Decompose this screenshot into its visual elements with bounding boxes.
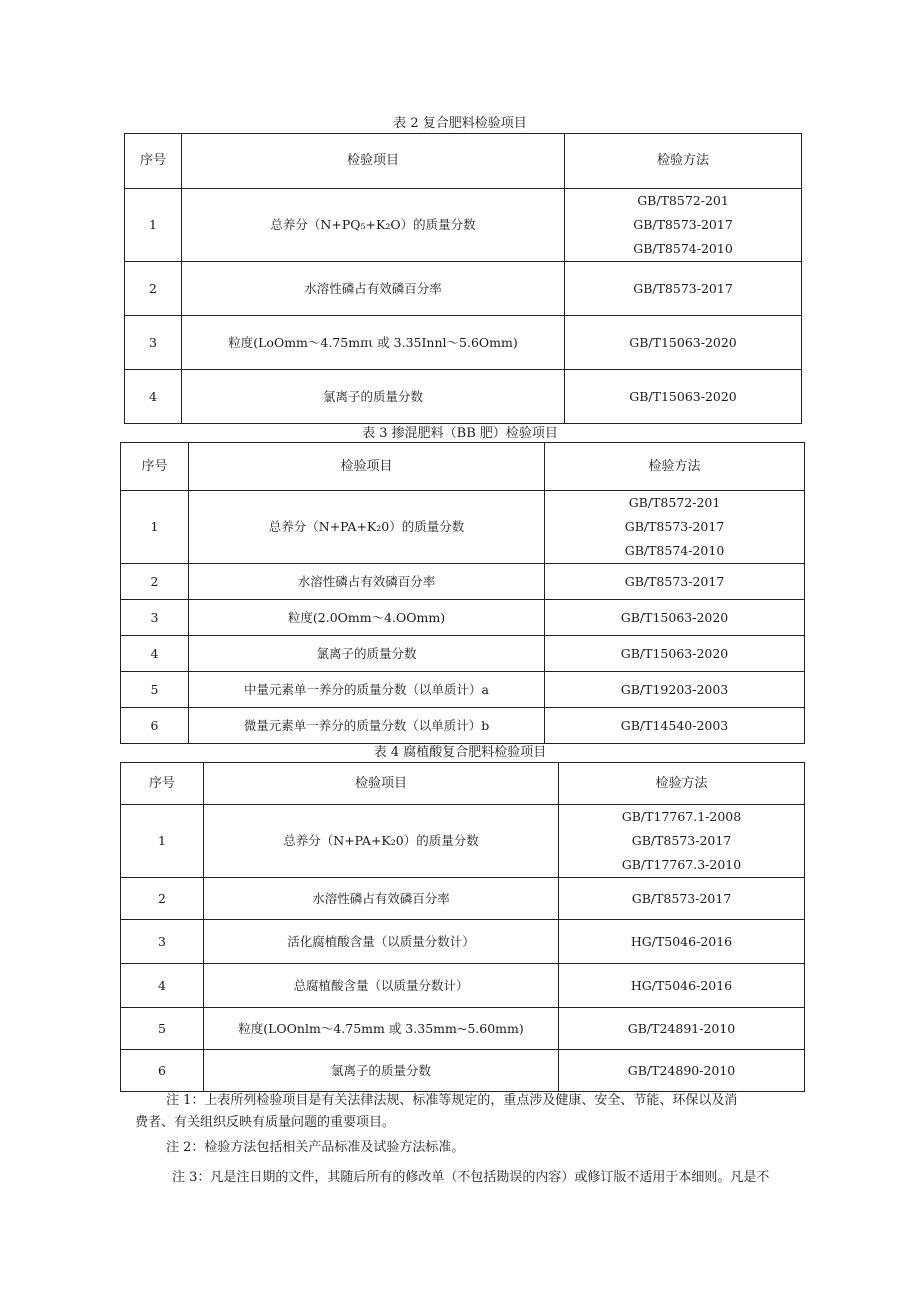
table3	[120, 442, 805, 744]
method-line: GB/T8574-2010	[633, 241, 733, 256]
row-methods	[559, 805, 805, 878]
row-no: 6	[121, 1050, 204, 1092]
row-no: 5	[121, 672, 189, 708]
table-header-row	[121, 763, 805, 805]
row-item: 总腐植酸含量（以质量分数计）	[204, 964, 559, 1008]
row-method: GB/T8573-2017	[559, 878, 805, 920]
table-row	[121, 920, 805, 964]
note-1-line-1: 注 1：上表所列检验项目是有关法律法规、标准等规定的，重点涉及健康、安全、节能、环保以及消	[166, 1093, 738, 1108]
method-line: GB/T17767.1-2008	[621, 809, 742, 824]
table-row	[125, 189, 802, 262]
note-2: 注 2：检验方法包括相关产品标准及试验方法标准。	[166, 1140, 465, 1155]
row-item: 总养分（N+PA+K₂0）的质量分数	[204, 805, 559, 878]
table-header-row	[121, 443, 805, 491]
table4	[120, 762, 805, 1092]
table4-caption: 表 4 腐植酸复合肥料检验项目	[373, 745, 547, 760]
row-methods	[565, 189, 802, 262]
method-line: GB/T8573-2017	[631, 833, 732, 848]
row-no: 6	[121, 708, 189, 744]
table-row	[121, 564, 805, 600]
row-item: 粒度(LoOmm～4.75mπι 或 3.35Innl～5.6Omm)	[182, 316, 565, 370]
method-line: GB/T8572-201	[637, 193, 729, 208]
header-no: 序号	[121, 443, 189, 491]
table-row	[121, 1008, 805, 1050]
table-row	[125, 262, 802, 316]
row-item: 水溶性磷占有效磷百分率	[182, 262, 565, 316]
row-method: GB/T24890-2010	[559, 1050, 805, 1092]
row-method: GB/T15063-2020	[565, 316, 802, 370]
row-no: 3	[121, 920, 204, 964]
table-row	[121, 805, 805, 878]
header-method: 检验方法	[545, 443, 805, 491]
table-row	[121, 878, 805, 920]
row-method: GB/T24891-2010	[559, 1008, 805, 1050]
method-line: GB/T17767.3-2010	[621, 857, 742, 872]
header-method: 检验方法	[559, 763, 805, 805]
header-item: 检验项目	[189, 443, 545, 491]
row-item: 氯离子的质量分数	[204, 1050, 559, 1092]
table-row	[121, 708, 805, 744]
row-item: 活化腐植酸含量（以质量分数计）	[204, 920, 559, 964]
row-no: 2	[121, 564, 189, 600]
row-no: 3	[125, 316, 182, 370]
table2-caption: 表 2 复合肥料检验项目	[393, 116, 527, 131]
row-method: GB/T15063-2020	[545, 600, 805, 636]
row-item: 粒度(LOOnlm～4.75mm 或 3.35mm~5.60mm)	[204, 1008, 559, 1050]
row-no: 5	[121, 1008, 204, 1050]
row-item: 总养分（N+PQ₅+K₂O）的质量分数	[182, 189, 565, 262]
row-no: 1	[125, 189, 182, 262]
table3-caption: 表 3 掺混肥料（BB 肥）检验项目	[362, 426, 558, 441]
row-method: GB/T14540-2003	[545, 708, 805, 744]
row-item: 氯离子的质量分数	[182, 370, 565, 424]
row-no: 2	[121, 878, 204, 920]
method-line: GB/T8572-201	[628, 495, 721, 510]
row-item: 水溶性磷占有效磷百分率	[189, 564, 545, 600]
row-method: GB/T8573-2017	[545, 564, 805, 600]
header-item: 检验项目	[182, 134, 565, 189]
row-no: 1	[121, 491, 189, 564]
header-no: 序号	[121, 763, 204, 805]
row-no: 3	[121, 600, 189, 636]
method-line: GB/T8573-2017	[633, 217, 733, 232]
row-method: GB/T19203-2003	[545, 672, 805, 708]
row-no: 2	[125, 262, 182, 316]
row-item: 中量元素单一养分的质量分数（以单质计）a	[189, 672, 545, 708]
row-item: 微量元素单一养分的质量分数（以单质计）b	[189, 708, 545, 744]
row-method: GB/T15063-2020	[545, 636, 805, 672]
row-item: 总养分（N+PA+K₂0）的质量分数	[189, 491, 545, 564]
header-method: 检验方法	[565, 134, 802, 189]
row-no: 4	[121, 636, 189, 672]
row-item: 氯离子的质量分数	[189, 636, 545, 672]
row-method: HG/T5046-2016	[559, 964, 805, 1008]
row-no: 4	[125, 370, 182, 424]
table2	[124, 133, 802, 424]
row-method: GB/T8573-2017	[565, 262, 802, 316]
row-item: 粒度(2.0Omm～4.OOmm)	[189, 600, 545, 636]
table-row	[121, 600, 805, 636]
note-3: 注 3：凡是注日期的文件，其随后所有的修改单（不包括勘误的内容）或修订版不适用于本细则。凡是不	[172, 1170, 770, 1185]
table-row	[121, 636, 805, 672]
method-line: GB/T8573-2017	[624, 519, 725, 534]
table-row	[121, 672, 805, 708]
table-header-row	[125, 134, 802, 189]
row-method: HG/T5046-2016	[559, 920, 805, 964]
row-no: 4	[121, 964, 204, 1008]
row-item: 水溶性磷占有效磷百分率	[204, 878, 559, 920]
header-item: 检验项目	[204, 763, 559, 805]
table-row	[121, 964, 805, 1008]
table-row	[125, 316, 802, 370]
row-no: 1	[121, 805, 204, 878]
table-row	[125, 370, 802, 424]
note-1-line-2: 费者、有关组织反映有质量问题的重要项目。	[135, 1115, 396, 1130]
header-no: 序号	[125, 134, 182, 189]
method-line: GB/T8574-2010	[624, 543, 725, 558]
table-row	[121, 1050, 805, 1092]
row-method: GB/T15063-2020	[565, 370, 802, 424]
table-row	[121, 491, 805, 564]
row-methods	[545, 491, 805, 564]
